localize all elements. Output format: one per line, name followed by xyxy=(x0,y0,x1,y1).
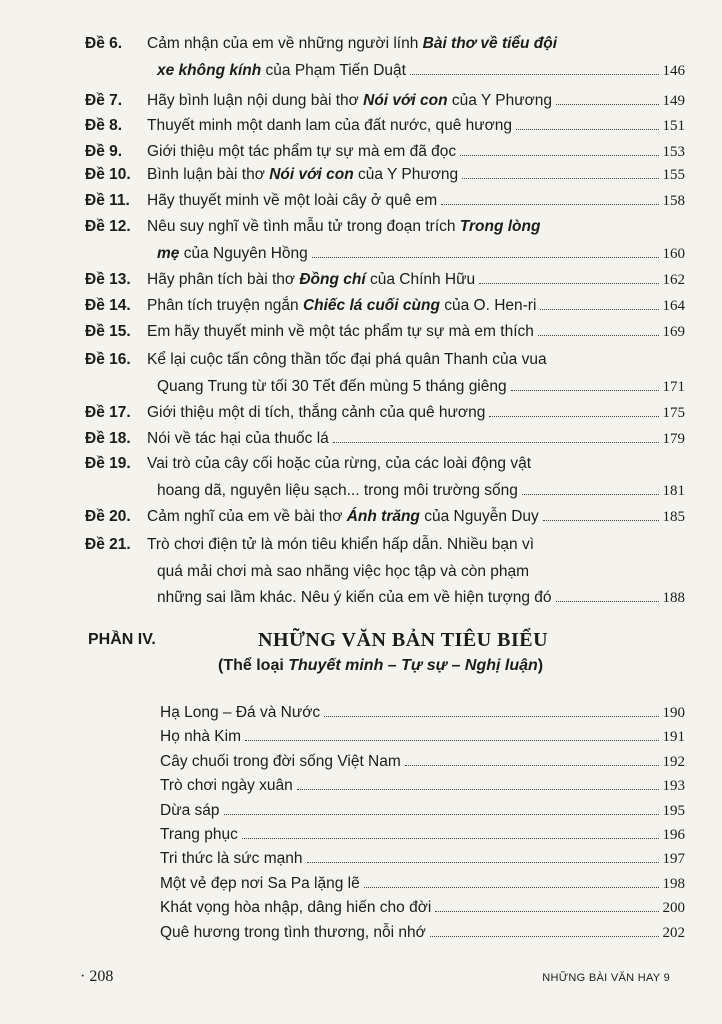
dot-leader xyxy=(333,442,659,443)
text-fragment: hoang dã, nguyên liệu sạch... trong môi trường sống xyxy=(157,482,518,499)
toc-entry-text xyxy=(147,115,685,137)
text-fragment: của Nguyễn Duy xyxy=(419,508,539,525)
toc-page-number: 188 xyxy=(662,590,685,606)
text-fragment: Vai trò của cây cối hoặc của rừng, của các loài động vật xyxy=(147,455,532,472)
text-fragment: Cảm nhận của em về những người lính xyxy=(147,35,423,52)
text-fragment: Hãy bình luận nội dung bài thơ xyxy=(147,92,364,109)
dot-leader xyxy=(405,765,659,766)
toc-page-number: 192 xyxy=(662,754,685,770)
toc-page-number: 191 xyxy=(662,729,685,745)
work-title: Bài thơ về tiểu đội xyxy=(422,35,558,52)
toc-page-number: 162 xyxy=(662,272,685,288)
toc-entry-line xyxy=(85,164,685,186)
toc-entry-text xyxy=(147,60,685,82)
toc-page-number: 196 xyxy=(662,827,685,843)
text-fragment: Bình luận bài thơ xyxy=(147,166,270,183)
toc-entry-text xyxy=(147,190,685,212)
toc-entry-number: Đề 13. xyxy=(85,271,131,288)
dot-leader xyxy=(430,936,659,937)
text-fragment: Cảm nghĩ của em về bài thơ xyxy=(147,508,347,525)
toc-entry-number: Đề 16. xyxy=(85,351,131,368)
toc-item[interactable] xyxy=(160,751,685,773)
toc-entry-line xyxy=(85,506,685,528)
dot-leader xyxy=(245,740,659,741)
toc-item-title: Cây chuối trong đời sống Việt Nam xyxy=(160,753,401,770)
toc-entry-number: Đề 20. xyxy=(85,508,131,525)
dot-leader xyxy=(242,838,659,839)
toc-entry-text xyxy=(147,402,685,424)
toc-entry-line xyxy=(85,243,685,265)
toc-entry-text xyxy=(147,243,685,265)
text-fragment: Quang Trung từ tối 30 Tết đến mùng 5 tháng giêng xyxy=(157,378,507,395)
toc-entry-number: Đề 9. xyxy=(85,143,123,160)
toc-entry-text xyxy=(147,506,685,528)
toc-entry-line xyxy=(85,269,685,291)
toc-item-title: Một vẻ đẹp nơi Sa Pa lặng lẽ xyxy=(160,875,360,892)
toc-entry-text xyxy=(147,321,685,343)
toc-item[interactable] xyxy=(160,800,685,822)
toc-entry-line xyxy=(85,60,685,82)
text-fragment: quá mải chơi mà sao nhãng việc học tập và còn phạm xyxy=(157,563,530,580)
work-title: Nói với con xyxy=(269,166,354,183)
dot-leader xyxy=(538,335,659,336)
toc-item[interactable] xyxy=(160,848,685,870)
toc-entry-line xyxy=(85,90,685,112)
dot-leader xyxy=(460,155,658,156)
toc-item[interactable] xyxy=(160,873,685,895)
toc-entry-number: Đề 21. xyxy=(85,536,131,553)
text-fragment: của Nguyên Hồng xyxy=(179,245,308,262)
text-fragment: của Y Phương xyxy=(447,92,553,109)
page-number: · 208 xyxy=(80,968,114,985)
toc-page-number: 190 xyxy=(662,705,685,721)
toc-entry-line xyxy=(85,402,685,424)
book-title: NHỮNG BÀI VĂN HAY 9 xyxy=(542,972,670,984)
toc-entry-text xyxy=(147,480,685,502)
toc-item-title: Tri thức là sức mạnh xyxy=(160,850,303,867)
dot-leader xyxy=(312,257,659,258)
dot-leader xyxy=(511,390,659,391)
section-subtitle: (Thể loại Thuyết minh – Tự sự – Nghị luận) xyxy=(218,657,544,674)
toc-page-number: 198 xyxy=(662,876,685,892)
toc-page-number: 169 xyxy=(662,324,685,340)
toc-page-number: 185 xyxy=(662,509,685,525)
toc-page-number: 195 xyxy=(662,803,685,819)
toc-page-number: 179 xyxy=(662,431,685,447)
toc-entry-text xyxy=(147,561,685,583)
dot-leader xyxy=(435,911,658,912)
toc-entry-line xyxy=(85,349,685,371)
toc-page-number: 151 xyxy=(662,118,685,134)
toc-entry-line xyxy=(85,321,685,343)
text-fragment: Em hãy thuyết minh về một tác phẩm tự sự mà em thích xyxy=(147,323,534,340)
toc-entry-line xyxy=(85,453,685,475)
toc-entry-line xyxy=(85,216,685,238)
text-fragment: Hãy phân tích bài thơ xyxy=(147,271,300,288)
dot-leader xyxy=(364,887,659,888)
toc-entry-text xyxy=(147,216,685,238)
dot-leader xyxy=(556,601,659,602)
dot-leader xyxy=(556,104,658,105)
text-fragment: Hãy thuyết minh về một loài cây ở quê em xyxy=(147,192,438,209)
work-title: mẹ xyxy=(157,245,180,262)
toc-entry-number: Đề 18. xyxy=(85,430,131,447)
toc-page-number: 158 xyxy=(662,193,685,209)
work-title: Nói với con xyxy=(363,92,448,109)
text-fragment: của Chính Hữu xyxy=(365,271,476,288)
toc-entry-text xyxy=(147,295,685,317)
text-fragment: của Phạm Tiến Duật xyxy=(261,62,406,79)
dot-leader xyxy=(324,716,658,717)
toc-page-number: 149 xyxy=(662,93,685,109)
dot-leader xyxy=(516,129,658,130)
toc-entry-number: Đề 11. xyxy=(85,192,130,209)
text-fragment: Thuyết minh một danh lam của đất nước, quê hương xyxy=(147,117,513,134)
toc-entry-line xyxy=(85,33,685,55)
dot-leader xyxy=(224,814,659,815)
work-title: Trong lòng xyxy=(459,218,541,235)
toc-entry-number: Đề 15. xyxy=(85,323,131,340)
dot-leader xyxy=(297,789,659,790)
text-fragment: của O. Hen-ri xyxy=(439,297,537,314)
toc-item-title: Khát vọng hòa nhập, dâng hiến cho đời xyxy=(160,899,432,916)
toc-entry-text xyxy=(147,376,685,398)
toc-entry-number: Đề 7. xyxy=(85,92,123,109)
dot-leader xyxy=(410,74,659,75)
dot-leader xyxy=(540,309,658,310)
toc-entry-number: Đề 12. xyxy=(85,218,131,235)
toc-item[interactable] xyxy=(160,726,685,748)
text-fragment: của Y Phương xyxy=(353,166,459,183)
toc-page-number: 175 xyxy=(662,405,685,421)
toc-entry-line xyxy=(85,534,685,556)
toc-entry-line xyxy=(85,115,685,137)
toc-entry-text xyxy=(147,33,685,55)
toc-item-title: Dừa sáp xyxy=(160,802,220,819)
toc-entry-text xyxy=(147,164,685,186)
toc-page-number: 193 xyxy=(662,778,685,794)
text-fragment: Kể lại cuộc tấn công thần tốc đại phá quân Thanh của vua xyxy=(147,351,547,368)
text-fragment: Trò chơi điện tử là món tiêu khiển hấp dẫn. Nhiều bạn vì xyxy=(147,536,535,553)
toc-entry-line xyxy=(85,480,685,502)
toc-item[interactable] xyxy=(160,775,685,797)
toc-entry-number: Đề 17. xyxy=(85,404,131,421)
toc-entry-number: Đề 8. xyxy=(85,117,123,134)
toc-entry-number: Đề 14. xyxy=(85,297,131,314)
toc-page-number: 146 xyxy=(662,63,685,79)
dot-leader xyxy=(441,204,658,205)
dot-leader xyxy=(522,494,659,495)
work-title: Chiếc lá cuối cùng xyxy=(302,297,440,314)
toc-entry-number: Đề 6. xyxy=(85,35,123,52)
toc-page-number: 153 xyxy=(662,144,685,160)
toc-page-number: 197 xyxy=(662,851,685,867)
toc-entry-text xyxy=(147,141,685,163)
toc-item[interactable] xyxy=(160,702,685,724)
toc-entry-text xyxy=(147,453,685,475)
toc-entry-line xyxy=(85,587,685,609)
toc-page-number: 181 xyxy=(662,483,685,499)
work-title: xe không kính xyxy=(157,62,262,79)
toc-page-number: 202 xyxy=(662,925,685,941)
toc-entry-line xyxy=(85,141,685,163)
text-fragment: Phân tích truyện ngắn xyxy=(147,297,303,314)
toc-entry-text xyxy=(147,90,685,112)
dot-leader xyxy=(489,416,658,417)
toc-entry-line xyxy=(85,376,685,398)
toc-entry-number: Đề 10. xyxy=(85,166,131,183)
toc-item-title: Trò chơi ngày xuân xyxy=(160,777,293,794)
section-title: NHỮNG VĂN BẢN TIÊU BIỂU xyxy=(258,629,549,651)
toc-entry-text xyxy=(147,349,685,371)
toc-entry-text xyxy=(147,428,685,450)
toc-page-number: 155 xyxy=(662,167,685,183)
toc-entry-line xyxy=(85,561,685,583)
text-fragment: Nêu suy nghĩ về tình mẫu tử trong đoạn trích xyxy=(147,218,460,235)
toc-item-title: Họ nhà Kim xyxy=(160,728,241,745)
dot-leader xyxy=(543,520,659,521)
toc-item-title: Hạ Long – Đá và Nước xyxy=(160,704,321,721)
dot-leader xyxy=(479,283,658,284)
toc-item-title: Trang phục xyxy=(160,826,238,843)
toc-entry-line xyxy=(85,428,685,450)
dot-leader xyxy=(462,178,658,179)
toc-item-title: Quê hương trong tình thương, nỗi nhớ xyxy=(160,924,426,941)
toc-entry-text xyxy=(147,587,685,609)
toc-page-number: 160 xyxy=(662,246,685,262)
text-fragment: Giới thiệu một di tích, thắng cảnh của quê hương xyxy=(147,404,486,421)
work-title: Ánh trăng xyxy=(346,508,420,525)
text-fragment: những sai lầm khác. Nêu ý kiến của em về hiện tượng đó xyxy=(157,589,552,606)
toc-item[interactable] xyxy=(160,897,685,919)
toc-item[interactable] xyxy=(160,922,685,944)
toc-entry-number: Đề 19. xyxy=(85,455,131,472)
toc-entry-text xyxy=(147,534,685,556)
text-fragment: Nói về tác hại của thuốc lá xyxy=(147,430,329,447)
toc-page-number: 164 xyxy=(662,298,685,314)
toc-entry-line xyxy=(85,295,685,317)
toc-entry-text xyxy=(147,269,685,291)
toc-item[interactable] xyxy=(160,824,685,846)
work-title: Đồng chí xyxy=(299,271,366,288)
text-fragment: Giới thiệu một tác phẩm tự sự mà em đã đọc xyxy=(147,143,457,160)
section-label: PHẦN IV. xyxy=(88,631,156,648)
dot-leader xyxy=(307,862,659,863)
toc-page-number: 171 xyxy=(662,379,685,395)
toc-entry-line xyxy=(85,190,685,212)
toc-page-number: 200 xyxy=(662,900,685,916)
